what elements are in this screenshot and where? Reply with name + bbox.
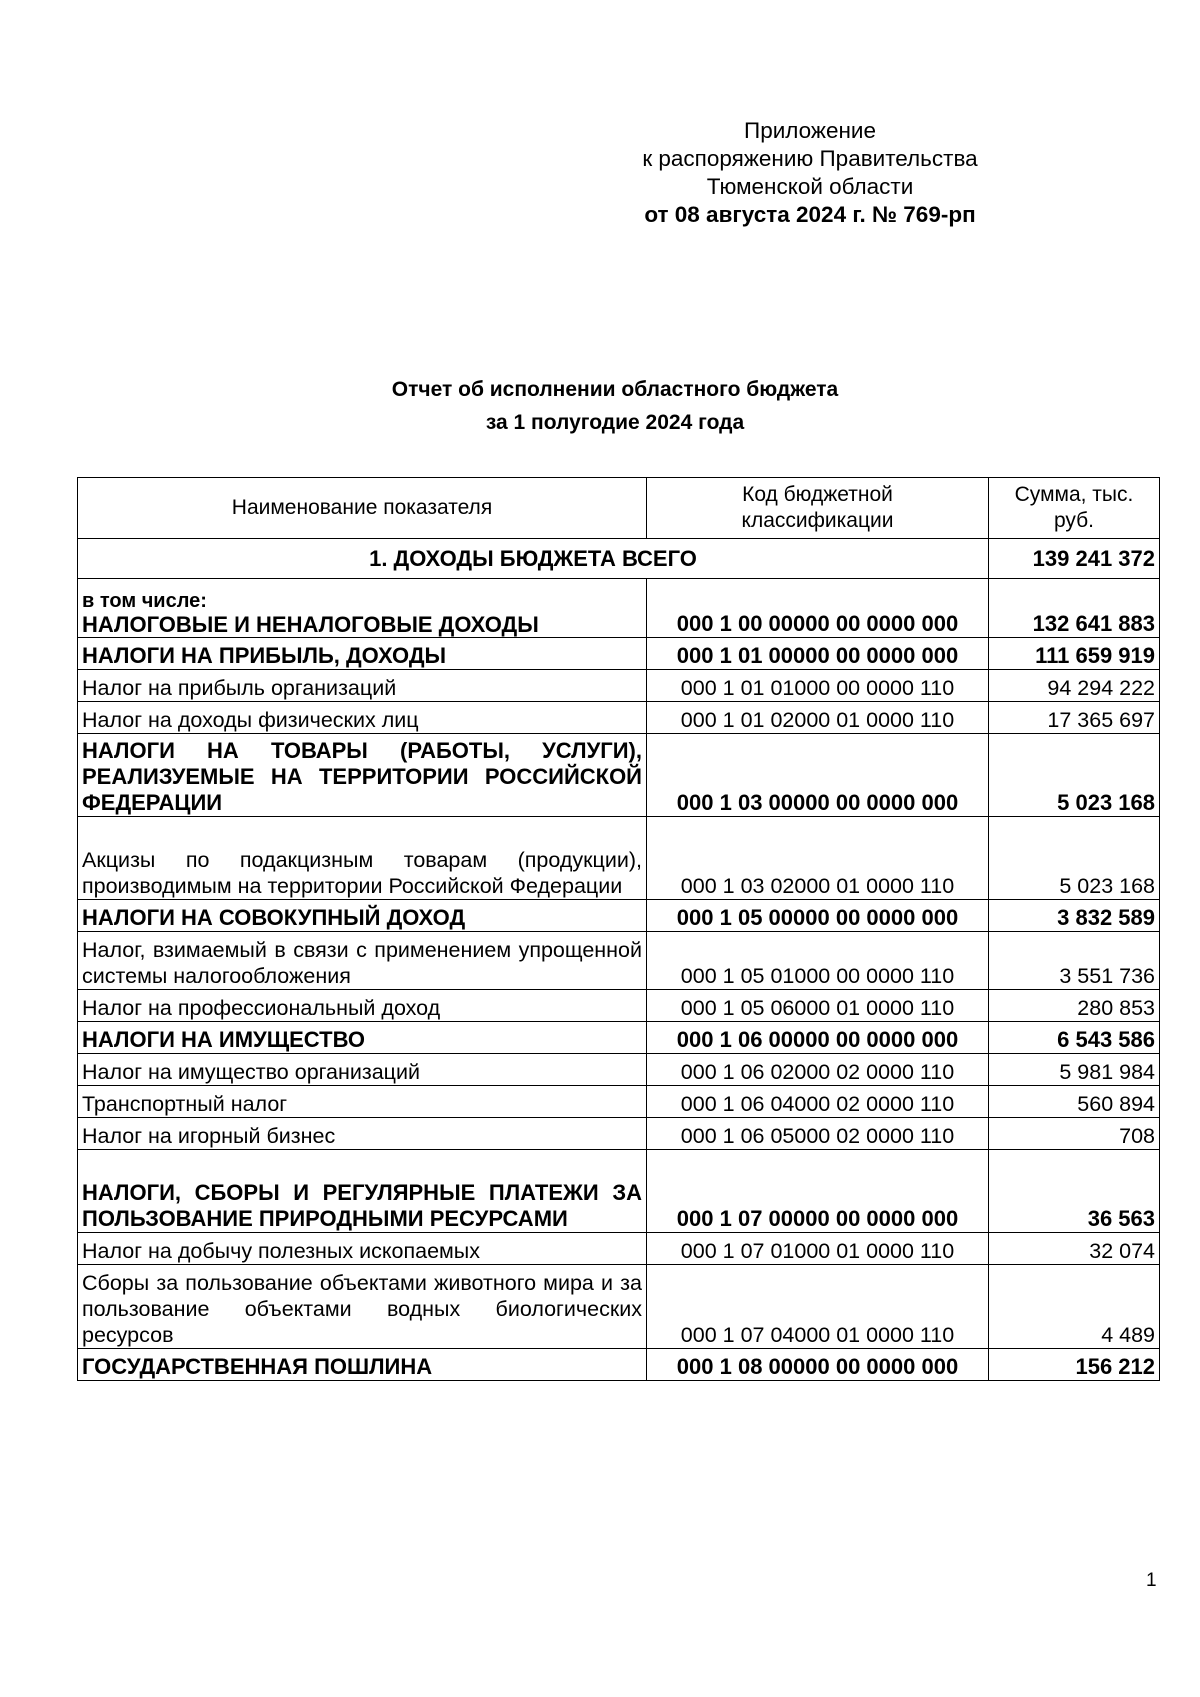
row-name: Налог на игорный бизнес — [78, 1118, 647, 1150]
row-amount: 5 023 168 — [989, 734, 1160, 817]
table-row — [78, 638, 1160, 670]
table-row — [78, 734, 1160, 817]
table-row — [78, 579, 1160, 638]
row-name: Налог на доходы физических лиц — [78, 702, 647, 734]
row-code: 000 1 05 00000 00 0000 000 — [647, 900, 989, 932]
row-amount: 708 — [989, 1118, 1160, 1150]
row-amount: 36 563 — [989, 1150, 1160, 1233]
row-name: Налог на прибыль организаций — [78, 670, 647, 702]
row-name — [78, 579, 647, 638]
row-name: Акцизы по подакцизным товарам (продукции), производимым на территории Российской Федерации — [78, 817, 647, 900]
row-name: ГОСУДАРСТВЕННАЯ ПОШЛИНА — [78, 1349, 647, 1381]
row-amount: 280 853 — [989, 990, 1160, 1022]
appendix-line-3: Тюменской области — [706, 174, 914, 199]
row-name: НАЛОГИ НА ИМУЩЕСТВО — [78, 1022, 647, 1054]
total-label: 1. ДОХОДЫ БЮДЖЕТА ВСЕГО — [78, 539, 989, 579]
row-name: Сборы за пользование объектами животного мира и за пользование объектами водных биологических ресурсов — [78, 1265, 647, 1349]
row-code: 000 1 01 02000 01 0000 110 — [647, 702, 989, 734]
row-code: 000 1 08 00000 00 0000 000 — [647, 1349, 989, 1381]
row-code: 000 1 03 02000 01 0000 110 — [647, 817, 989, 900]
row-name: НАЛОГИ НА ПРИБЫЛЬ, ДОХОДЫ — [78, 638, 647, 670]
row-code: 000 1 00 00000 00 0000 000 — [647, 579, 989, 638]
row-amount: 6 543 586 — [989, 1022, 1160, 1054]
header-code: Код бюджетной классификации — [647, 478, 989, 539]
row-code: 000 1 01 00000 00 0000 000 — [647, 638, 989, 670]
row-code: 000 1 05 01000 00 0000 110 — [647, 932, 989, 990]
row-code: 000 1 03 00000 00 0000 000 — [647, 734, 989, 817]
row-name: НАЛОГИ, СБОРЫ И РЕГУЛЯРНЫЕ ПЛАТЕЖИ ЗА ПОЛЬЗОВАНИЕ ПРИРОДНЫМИ РЕСУРСАМИ — [78, 1150, 647, 1233]
table-row — [78, 702, 1160, 734]
row-amount: 560 894 — [989, 1086, 1160, 1118]
row-amount: 5 023 168 — [989, 817, 1160, 900]
row-name-text: НАЛОГОВЫЕ И НЕНАЛОГОВЫЕ ДОХОДЫ — [82, 612, 539, 637]
total-amount: 139 241 372 — [989, 539, 1160, 579]
row-code: 000 1 07 01000 01 0000 110 — [647, 1233, 989, 1265]
row-code: 000 1 07 04000 01 0000 110 — [647, 1265, 989, 1349]
row-amount: 156 212 — [989, 1349, 1160, 1381]
row-code: 000 1 06 04000 02 0000 110 — [647, 1086, 989, 1118]
row-amount: 132 641 883 — [989, 579, 1160, 638]
row-amount: 111 659 919 — [989, 638, 1160, 670]
report-title — [70, 373, 1160, 439]
table-row — [78, 1349, 1160, 1381]
row-code: 000 1 05 06000 01 0000 110 — [647, 990, 989, 1022]
row-name: Налог на добычу полезных ископаемых — [78, 1233, 647, 1265]
table-row — [78, 1233, 1160, 1265]
row-name: Транспортный налог — [78, 1086, 647, 1118]
table-row — [78, 1086, 1160, 1118]
row-amount: 94 294 222 — [989, 670, 1160, 702]
row-amount: 32 074 — [989, 1233, 1160, 1265]
table-row — [78, 1118, 1160, 1150]
row-amount: 3 551 736 — [989, 932, 1160, 990]
table-row — [78, 990, 1160, 1022]
row-prefix: в том числе: — [82, 590, 207, 612]
row-code: 000 1 06 05000 02 0000 110 — [647, 1118, 989, 1150]
row-name: НАЛОГИ НА СОВОКУПНЫЙ ДОХОД — [78, 900, 647, 932]
row-amount: 4 489 — [989, 1265, 1160, 1349]
row-amount: 5 981 984 — [989, 1054, 1160, 1086]
total-row — [78, 539, 1160, 579]
table-row — [78, 670, 1160, 702]
table-row — [78, 932, 1160, 990]
appendix-line-2: к распоряжению Правительства — [642, 146, 978, 171]
table-row — [78, 817, 1160, 900]
header-amount: Сумма, тыс. руб. — [989, 478, 1160, 539]
page-number: 1 — [1146, 1570, 1157, 1591]
report-title-line-1: Отчет об исполнении областного бюджета — [391, 378, 839, 401]
table-row — [78, 900, 1160, 932]
table-row — [78, 1150, 1160, 1233]
appendix-line-1: Приложение — [744, 118, 876, 143]
row-code: 000 1 06 02000 02 0000 110 — [647, 1054, 989, 1086]
table-row — [78, 1054, 1160, 1086]
table-header-row — [78, 478, 1160, 539]
row-name: Налог на имущество организаций — [78, 1054, 647, 1086]
row-name: Налог на профессиональный доход — [78, 990, 647, 1022]
row-code: 000 1 07 00000 00 0000 000 — [647, 1150, 989, 1233]
budget-report-table — [77, 477, 1160, 1381]
row-amount: 3 832 589 — [989, 900, 1160, 932]
row-code: 000 1 01 01000 00 0000 110 — [647, 670, 989, 702]
row-name: НАЛОГИ НА ТОВАРЫ (РАБОТЫ, УСЛУГИ), РЕАЛИЗУЕМЫЕ НА ТЕРРИТОРИИ РОССИЙСКОЙ ФЕДЕРАЦИИ — [78, 734, 647, 817]
report-title-line-2: за 1 полугодие 2024 года — [485, 411, 745, 434]
header-name: Наименование показателя — [78, 478, 647, 539]
row-amount: 17 365 697 — [989, 702, 1160, 734]
appendix-block — [600, 117, 1020, 229]
appendix-date-number: от 08 августа 2024 г. № 769-рп — [644, 202, 976, 227]
row-name: Налог, взимаемый в связи с применением упрощенной системы налогообложения — [78, 932, 647, 990]
table-row — [78, 1022, 1160, 1054]
row-code: 000 1 06 00000 00 0000 000 — [647, 1022, 989, 1054]
table-row — [78, 1265, 1160, 1349]
